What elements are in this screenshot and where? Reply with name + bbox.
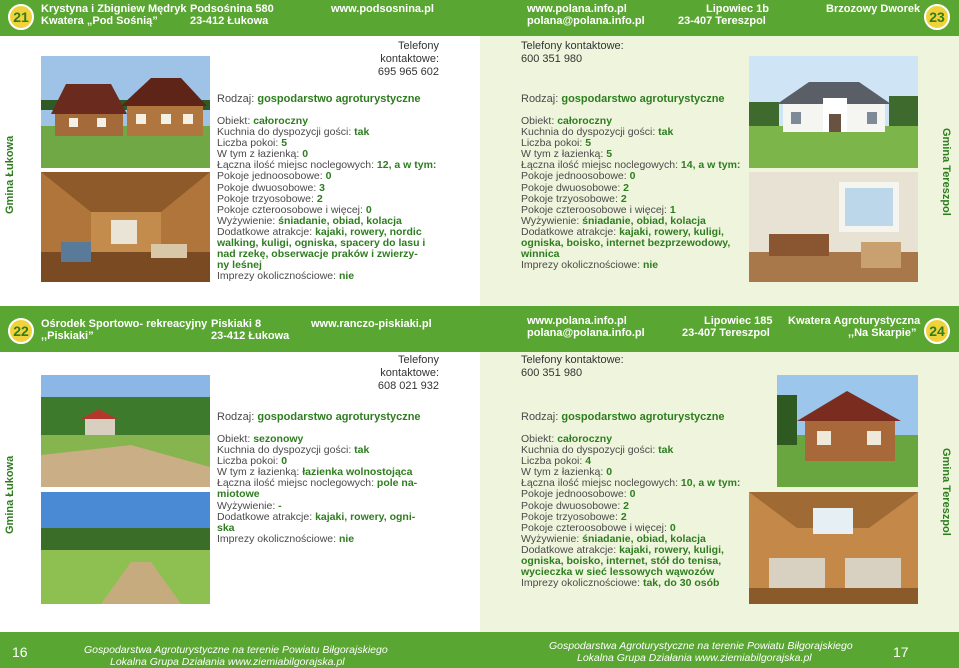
address-line2: 23-407 Tereszpol bbox=[678, 15, 766, 27]
attribute-label: Pokoje dwuosobowe: bbox=[521, 499, 624, 512]
listing-type bbox=[521, 94, 725, 105]
attribute-value: 0 bbox=[629, 170, 636, 183]
side-label-right: Gmina Tereszpol bbox=[940, 128, 952, 216]
attribute-label: Kuchnia do dyspozycji gości: bbox=[521, 444, 659, 457]
attribute-label: Łączna ilość miejsc noclegowych: bbox=[217, 159, 377, 172]
header-bar-top bbox=[0, 0, 959, 36]
listing-type-label: Rodzaj: bbox=[217, 411, 258, 423]
attribute-row bbox=[217, 512, 437, 523]
attribute-value: walking, kuligi, ogniska, spacery do lasu i bbox=[217, 237, 426, 250]
attribute-label: Dodatkowe atrakcje: bbox=[217, 225, 316, 238]
attribute-value: 12, a w tym: bbox=[376, 159, 437, 172]
attribute-label: Wyżywienie: bbox=[217, 499, 279, 512]
photo-bright-room bbox=[749, 172, 918, 282]
address-line1: Podsośnina 580 bbox=[190, 3, 274, 15]
attribute-value: winnica bbox=[521, 248, 560, 261]
page-badge-24: 24 bbox=[924, 318, 950, 344]
attribute-label: Pokoje czteroosobowe i więcej: bbox=[521, 521, 670, 534]
photo-white-manor bbox=[749, 56, 918, 168]
attribute-label: W tym z łazienką: bbox=[521, 466, 607, 479]
listing-type-value: gospodarstwo agroturystyczne bbox=[561, 93, 725, 105]
attribute-label: Pokoje jednoosobowe: bbox=[521, 488, 630, 501]
photo-log-cabin bbox=[777, 375, 918, 487]
lodging-name: Kwatera „Pod Sośnią” bbox=[41, 15, 158, 27]
photo-meadow bbox=[41, 492, 210, 604]
attribute-value: 0 bbox=[325, 170, 332, 183]
attribute-value: 10, a w tym: bbox=[680, 477, 741, 490]
phone-contact bbox=[339, 354, 439, 393]
listing-type bbox=[521, 412, 725, 423]
attribute-label: Imprezy okolicznościowe: bbox=[521, 259, 643, 272]
attribute-value: łazienka wolnostojąca bbox=[302, 466, 413, 479]
footer-subtitle: Lokalna Grupa Działania www.ziemiabilgorajska.pl bbox=[577, 652, 812, 664]
attribute-label: Imprezy okolicznościowe: bbox=[217, 270, 339, 283]
attribute-label: Dodatkowe atrakcje: bbox=[217, 510, 316, 523]
attribute-label: Pokoje jednoosobowe: bbox=[521, 170, 630, 183]
attribute-value: tak bbox=[658, 126, 674, 139]
page-badge-23: 23 bbox=[924, 4, 950, 30]
attribute-value: tak bbox=[354, 444, 370, 457]
page-badge-22: 22 bbox=[8, 318, 34, 344]
owner-name: Krystyna i Zbigniew Mędryk bbox=[41, 3, 187, 15]
attribute-label: Liczba pokoi: bbox=[521, 137, 586, 150]
phone-number[interactable]: 695 965 602 bbox=[377, 66, 439, 78]
phone-contact bbox=[521, 354, 641, 380]
attribute-value: tak bbox=[658, 444, 674, 457]
lodging-name-2: ,,Piskiaki” bbox=[41, 330, 94, 342]
attribute-label: Obiekt: bbox=[521, 433, 558, 445]
footer-title: Gospodarstwa Agroturystyczne na terenie Powiatu Biłgorajskiego bbox=[549, 640, 853, 652]
attribute-value: - bbox=[278, 499, 282, 512]
attribute-value: 2 bbox=[620, 192, 627, 205]
listing-type-value: gospodarstwo agroturystyczne bbox=[257, 93, 421, 105]
attribute-value: nie bbox=[642, 259, 659, 272]
lodging-name-2: ,,Na Skarpie” bbox=[848, 327, 917, 339]
attribute-label: Dodatkowe atrakcje: bbox=[521, 225, 620, 238]
attribute-row bbox=[521, 578, 741, 589]
attribute-label: Pokoje czteroosobowe i więcej: bbox=[217, 203, 366, 216]
attribute-value: ogniska, boisko, internet bezprzewodowy, bbox=[521, 237, 731, 250]
attribute-label: Pokoje trzyosobowe: bbox=[217, 192, 317, 205]
listing-attributes bbox=[521, 116, 741, 271]
phone-label: Telefony kontaktowe: bbox=[521, 354, 624, 366]
attribute-label: Wyżywienie: bbox=[521, 214, 583, 227]
phone-number[interactable]: 608 021 932 bbox=[377, 380, 439, 392]
attribute-label: Łączna ilość miejsc noclegowych: bbox=[521, 477, 681, 490]
address-line1: Lipowiec 1b bbox=[706, 3, 769, 15]
listing-type bbox=[217, 412, 421, 423]
side-label-left: Gmina Łukowa bbox=[4, 455, 16, 534]
listing-type-label: Rodzaj: bbox=[217, 93, 258, 105]
footer-subtitle: Lokalna Grupa Działania www.ziemiabilgorajska.pl bbox=[110, 656, 345, 668]
attribute-value: całoroczny bbox=[253, 115, 309, 127]
listing-type bbox=[217, 94, 421, 105]
attribute-value: tak bbox=[354, 126, 370, 139]
attribute-value: kajaki, rowery, ogni- bbox=[315, 510, 416, 523]
website-link[interactable]: www.polana.info.pl bbox=[527, 3, 627, 15]
attribute-value: 4 bbox=[585, 455, 592, 468]
lodging-name: Kwatera Agroturystyczna bbox=[788, 315, 921, 327]
attribute-value: ny leśnej bbox=[217, 259, 262, 272]
address-line1: Piskiaki 8 bbox=[211, 318, 262, 330]
attribute-label: W tym z łazienką: bbox=[521, 148, 607, 161]
attribute-value: 0 bbox=[365, 203, 372, 216]
attribute-value: 5 bbox=[281, 137, 288, 150]
attribute-label: Wyżywienie: bbox=[521, 532, 583, 545]
photo-cabin-bedroom bbox=[749, 492, 918, 604]
attribute-label: W tym z łazienką: bbox=[217, 466, 303, 479]
page-number-left: 16 bbox=[12, 644, 28, 660]
email-link[interactable]: polana@polana.info.pl bbox=[527, 15, 645, 27]
attribute-value: 2 bbox=[316, 192, 323, 205]
attribute-label: Łączna ilość miejsc noclegowych: bbox=[521, 159, 681, 172]
attribute-value: śniadanie, obiad, kolacja bbox=[582, 214, 706, 227]
attribute-row bbox=[217, 271, 437, 282]
attribute-label: Liczba pokoi: bbox=[217, 455, 282, 468]
attribute-value: 2 bbox=[620, 510, 627, 523]
attribute-label: Obiekt: bbox=[521, 115, 558, 127]
phone-label: Telefony kontaktowe: bbox=[380, 40, 439, 65]
page-footer bbox=[0, 632, 959, 668]
attribute-label: Obiekt: bbox=[217, 115, 254, 127]
attribute-label: Liczba pokoi: bbox=[521, 455, 586, 468]
address-line1: Lipowiec 185 bbox=[704, 315, 773, 327]
attribute-value: 5 bbox=[585, 137, 592, 150]
listing-attributes bbox=[217, 434, 437, 545]
photo-farmhouse-exterior bbox=[41, 56, 210, 168]
website-link[interactable]: www.ranczo-piskiaki.pl bbox=[311, 318, 432, 330]
attribute-label: Obiekt: bbox=[217, 433, 254, 445]
attribute-value: sezonowy bbox=[253, 433, 304, 445]
footer-title: Gospodarstwa Agroturystyczne na terenie Powiatu Biłgorajskiego bbox=[84, 644, 388, 656]
attribute-value: miotowe bbox=[217, 488, 260, 501]
attribute-value: 0 bbox=[302, 148, 309, 161]
attribute-label: Imprezy okolicznościowe: bbox=[521, 577, 643, 590]
phone-label: Telefony kontaktowe: bbox=[521, 40, 624, 52]
listing-attributes bbox=[217, 116, 437, 282]
attribute-value: wycieczka w sieć lessowych wąwozów bbox=[521, 566, 715, 579]
phone-number[interactable]: 600 351 980 bbox=[521, 367, 583, 379]
page-badge-21: 21 bbox=[8, 4, 34, 30]
side-label-right: Gmina Tereszpol bbox=[940, 448, 952, 536]
phone-number[interactable]: 600 351 980 bbox=[521, 53, 583, 65]
attribute-label: Pokoje trzyosobowe: bbox=[521, 510, 621, 523]
attribute-value: całoroczny bbox=[557, 433, 613, 445]
phone-contact bbox=[339, 40, 439, 79]
website-link[interactable]: www.polana.info.pl bbox=[527, 315, 627, 327]
attribute-value: nie bbox=[338, 270, 355, 283]
attribute-value: kajaki, rowery, kuligi, bbox=[619, 225, 724, 238]
attribute-value: kajaki, rowery, nordic bbox=[315, 225, 422, 238]
attribute-label: Dodatkowe atrakcje: bbox=[521, 543, 620, 556]
attribute-row bbox=[521, 260, 741, 271]
attribute-value: 14, a w tym: bbox=[680, 159, 741, 172]
attribute-value: nad rzekę, obserwacje praków i zwierzy- bbox=[217, 248, 418, 261]
attribute-value: 5 bbox=[606, 148, 613, 161]
attribute-value: 0 bbox=[281, 455, 288, 468]
attribute-label: W tym z łazienką: bbox=[217, 148, 303, 161]
attribute-value: śniadanie, obiad, kolacja bbox=[582, 532, 706, 545]
lodging-name: Ośrodek Sportowo- rekreacyjny bbox=[41, 318, 208, 330]
attribute-label: Kuchnia do dyspozycji gości: bbox=[217, 126, 355, 139]
phone-contact bbox=[521, 40, 641, 66]
attribute-label: Kuchnia do dyspozycji gości: bbox=[217, 444, 355, 457]
listing-type-value: gospodarstwo agroturystyczne bbox=[257, 411, 421, 423]
listing-type-value: gospodarstwo agroturystyczne bbox=[561, 411, 725, 423]
attribute-label: Pokoje dwuosobowe: bbox=[521, 181, 624, 194]
listing-type-label: Rodzaj: bbox=[521, 93, 562, 105]
website-link[interactable]: www.podsosnina.pl bbox=[331, 3, 434, 15]
attribute-label: Liczba pokoi: bbox=[217, 137, 282, 150]
attribute-label: Łączna ilość miejsc noclegowych: bbox=[217, 477, 377, 490]
attribute-label: Imprezy okolicznościowe: bbox=[217, 532, 339, 545]
phone-label: Telefony kontaktowe: bbox=[380, 354, 439, 379]
listing-attributes bbox=[521, 434, 741, 589]
attribute-label: Pokoje czteroosobowe i więcej: bbox=[521, 203, 670, 216]
attribute-value: kajaki, rowery, kuligi, bbox=[619, 543, 724, 556]
address-line2: 23-412 Łukowa bbox=[190, 15, 269, 27]
attribute-label: Pokoje trzyosobowe: bbox=[521, 192, 621, 205]
attribute-value: 3 bbox=[319, 181, 325, 194]
attribute-value: nie bbox=[338, 532, 355, 545]
attribute-value: całoroczny bbox=[557, 115, 613, 127]
attribute-label: Pokoje jednoosobowe: bbox=[217, 170, 326, 183]
attribute-value: śniadanie, obiad, kolacja bbox=[278, 214, 402, 227]
attribute-value: tak, do 30 osób bbox=[642, 577, 720, 590]
attribute-value: 2 bbox=[623, 499, 629, 512]
listing-type-label: Rodzaj: bbox=[521, 411, 562, 423]
attribute-label: Pokoje dwuosobowe: bbox=[217, 181, 320, 194]
attribute-value: pole na- bbox=[376, 477, 418, 490]
attribute-value: 1 bbox=[669, 203, 676, 216]
photo-camp-field bbox=[41, 375, 210, 487]
attribute-row bbox=[217, 534, 437, 545]
header-bar-middle bbox=[0, 306, 959, 352]
photo-wooden-interior bbox=[41, 172, 210, 282]
attribute-value: 0 bbox=[606, 466, 613, 479]
lodging-name: Brzozowy Dworek bbox=[826, 3, 921, 15]
address-line2: 23-412 Łukowa bbox=[211, 330, 290, 342]
page-number-right: 17 bbox=[893, 644, 909, 660]
address-line2: 23-407 Tereszpol bbox=[682, 327, 770, 339]
email-link[interactable]: polana@polana.info.pl bbox=[527, 327, 645, 339]
attribute-value: 0 bbox=[629, 488, 636, 501]
side-label-left: Gmina Łukowa bbox=[4, 135, 16, 214]
attribute-value: 0 bbox=[669, 521, 676, 534]
attribute-value: ogniska, boisko, internet, stół do tenisa, bbox=[521, 555, 722, 568]
attribute-value: ska bbox=[217, 521, 235, 534]
attribute-label: Wyżywienie: bbox=[217, 214, 279, 227]
attribute-value: 2 bbox=[623, 181, 629, 194]
attribute-label: Kuchnia do dyspozycji gości: bbox=[521, 126, 659, 139]
